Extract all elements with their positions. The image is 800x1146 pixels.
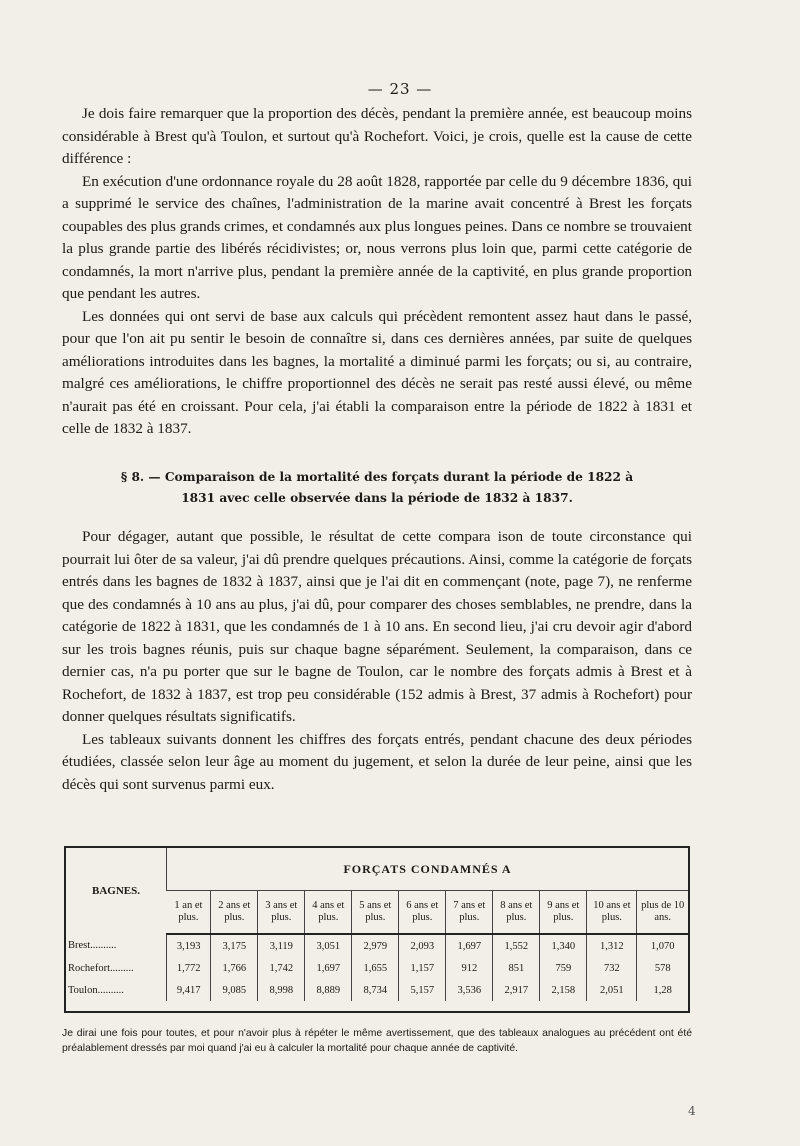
column-header: 4 ans et plus. — [305, 891, 352, 935]
table-cell: 1,157 — [399, 957, 446, 979]
table-cell: 1,697 — [305, 957, 352, 979]
mortality-table-frame — [64, 846, 690, 1013]
table-cell: 1,766 — [211, 957, 258, 979]
table-cell: 1,697 — [446, 934, 493, 957]
paragraph: Les données qui ont servi de base aux calculs qui précèdent remontent assez haut dans le passé, pour que l'on ait pu sentir le besoin de connaître si, dans ces dernières années, par suite de quelques améliorations introduites dans les bagnes, la mortalité a diminué parmi les forçats; ou si, au contraire, malgré ces améliorations, le chiffre proportionnel des décès ne serait pas resté aussi élevé, ou même n'aurait pas été en croissant. Pour cela, j'ai établi la comparaison entre la période de 1822 à 1831 et celle de 1832 à 1837. — [62, 307, 692, 437]
paragraph: Je dois faire remarquer que la proportion des décès, pendant la première année, est beaucoup moins considérable à Brest qu'à Toulon, et surtout qu'à Rochefort. Voici, je crois, quelle est la cause de cette différence : — [62, 105, 692, 167]
section-heading — [62, 467, 692, 509]
column-header: 7 ans et plus. — [446, 891, 493, 935]
mortality-table — [66, 848, 688, 1001]
section-heading-line: § 8. — Comparaison de la mortalité des forçats durant la période de 1822 à — [120, 470, 634, 484]
table-cell: 2,979 — [352, 934, 399, 957]
table-cell: 8,889 — [305, 979, 352, 1001]
page-number: — 23 — — [367, 80, 433, 98]
table-cell: 1,28 — [637, 979, 688, 1001]
column-header: 3 ans et plus. — [258, 891, 305, 935]
table-cell: 2,158 — [540, 979, 587, 1001]
row-label: Brest.......... — [68, 940, 117, 951]
table-cell: 5,157 — [399, 979, 446, 1001]
table-cell: 8,734 — [352, 979, 399, 1001]
table-row — [66, 979, 688, 1001]
table-cell: 851 — [493, 957, 540, 979]
table-cell: 1,655 — [352, 957, 399, 979]
table-cell: 912 — [446, 957, 493, 979]
intro-text — [62, 103, 692, 441]
table-cell: 732 — [587, 957, 637, 979]
group-header: FORÇATS CONDAMNÉS A — [167, 848, 689, 891]
table-cell: 1,552 — [493, 934, 540, 957]
table-cell: 1,772 — [167, 957, 211, 979]
column-header: 10 ans et plus. — [587, 891, 637, 935]
column-header: 8 ans et plus. — [493, 891, 540, 935]
table-cell: 9,085 — [211, 979, 258, 1001]
table-cell: 9,417 — [167, 979, 211, 1001]
column-header: 9 ans et plus. — [540, 891, 587, 935]
column-header: 1 an et plus. — [167, 891, 211, 935]
sheet-number: 4 — [688, 1104, 696, 1118]
row-header: BAGNES. — [92, 885, 140, 897]
table-cell: 578 — [637, 957, 688, 979]
paragraph: Les tableaux suivants donnent les chiffres des forçats entrés, pendant chacune des deux périodes étudiées, classée selon leur âge au moment du jugement, et selon la durée de leur peine, ainsi que les décès qui sont survenus parmi eux. — [62, 730, 692, 793]
table-cell: 2,093 — [399, 934, 446, 957]
table-cell: 1,340 — [540, 934, 587, 957]
column-header: 6 ans et plus. — [399, 891, 446, 935]
table-cell: 759 — [540, 957, 587, 979]
table-cell: 1,742 — [258, 957, 305, 979]
table-cell: 8,998 — [258, 979, 305, 1001]
table-cell: 2,917 — [493, 979, 540, 1001]
footnote: Je dirai une fois pour toutes, et pour n'avoir plus à répéter le même avertissement, que des tableaux analogues au précédent ont été préalablement dressés par moi quand j'ai eu à calculer la mortalité pour chaque année de captivité. — [62, 1028, 692, 1054]
table-cell: 1,312 — [587, 934, 637, 957]
column-header: plus de 10 ans. — [637, 891, 688, 935]
table-cell: 3,536 — [446, 979, 493, 1001]
paragraph: En exécution d'une ordonnance royale du 28 août 1828, rapportée par celle du 9 décembre 1836, qui a supprimé le service des chaînes, l'administration de la marine avait concentré à Brest les forçats coupables des plus grands crimes, et condamnés aux plus longues peines. Dans ce nombre se trouvaient la plus grande partie des libérés récidivistes; or, nous verrons plus loin que, parmi cette catégorie de condamnés, la mort n'arrive plus, pendant la première année de la captivité, en plus grande proportion que pendant les autres. — [62, 172, 692, 302]
table-cell: 3,119 — [258, 934, 305, 957]
table-cell: 1,070 — [637, 934, 688, 957]
table-cell: 2,051 — [587, 979, 637, 1001]
table-row — [66, 957, 688, 979]
row-label: Rochefort......... — [68, 962, 134, 974]
body-text — [62, 526, 692, 796]
table-cell: 3,175 — [211, 934, 258, 957]
table-cell: 3,051 — [305, 934, 352, 957]
column-header: 2 ans et plus. — [211, 891, 258, 935]
table-row — [66, 934, 688, 957]
table-cell: 3,193 — [167, 934, 211, 957]
row-label: Toulon.......... — [68, 984, 124, 996]
section-heading-line: 1831 avec celle observée dans la période de 1832 à 1837. — [181, 491, 573, 505]
paragraph: Pour dégager, autant que possible, le résultat de cette compara ison de toute circonstance qui pourrait lui ôter de sa valeur, j'ai dû prendre quelques précautions. Ainsi, comme la catégorie de forçats entrés dans les bagnes de 1832 à 1837, ainsi que je l'ai dit en commençant (note, page 7), ne renferme que des condamnés à 10 ans au plus, j'ai dû, pour comparer des choses semblables, ne prendre, dans la catégorie de 1822 à 1831, que les condamnés de 1 à 10 ans. En second lieu, j'ai cru devoir agir d'abord sur les trois bagnes réunis, puis sur chaque bagne séparément. Seulement, la comparaison, dans ce dernier cas, n'a pu porter que sur le bagne de Toulon, car le nombre des forçats admis à Brest et à Rochefort, de 1832 à 1837, est trop peu considérable (152 admis à Brest, 37 admis à Rochefort) pour donner quelques résultats significatifs. — [62, 528, 692, 725]
column-header: 5 ans et plus. — [352, 891, 399, 935]
